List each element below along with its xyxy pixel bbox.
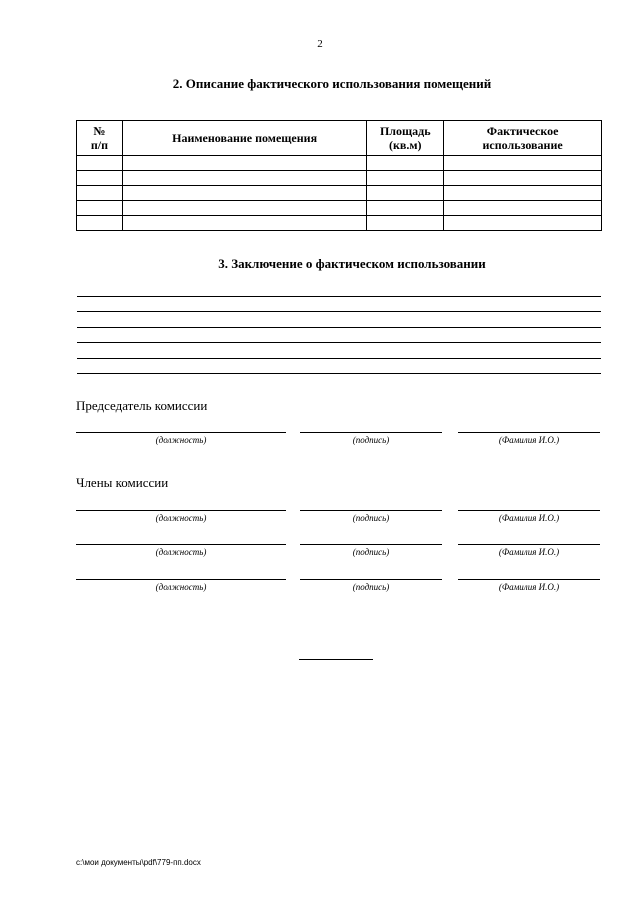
conclusion-blank-line[interactable] — [77, 373, 601, 374]
signature-signature-line[interactable] — [300, 544, 442, 545]
conclusion-blank-line[interactable] — [77, 327, 601, 328]
chairman-label: Председатель комиссии — [76, 398, 208, 413]
signature-caption: (подпись) — [352, 547, 390, 557]
position-signature-line[interactable] — [76, 510, 286, 511]
name-caption: (Фамилия И.О.) — [498, 435, 560, 445]
table-cell[interactable] — [122, 171, 366, 186]
table-cell[interactable] — [444, 171, 602, 186]
table-row — [77, 171, 602, 186]
signature-signature-line[interactable] — [300, 510, 442, 511]
section-2-title: 2. Описание фактического использования помещений — [172, 76, 492, 91]
signature-caption: (подпись) — [352, 435, 390, 445]
premises-usage-table — [76, 120, 602, 231]
conclusion-blank-line[interactable] — [77, 342, 601, 343]
name-signature-line[interactable] — [458, 432, 600, 433]
table-row — [77, 216, 602, 231]
table-cell[interactable] — [122, 156, 366, 171]
page-number: 2 — [317, 38, 323, 50]
table-header-row — [77, 121, 602, 156]
table-cell[interactable] — [444, 201, 602, 216]
table-cell[interactable] — [122, 216, 366, 231]
name-caption: (Фамилия И.О.) — [498, 582, 560, 592]
position-caption: (должность) — [155, 582, 207, 592]
footer-file-path: c:\мои документы\pdf\779-пп.docx — [76, 858, 201, 867]
signature-signature-line[interactable] — [300, 579, 442, 580]
header-premises-name: Наименование помещения — [122, 121, 366, 156]
position-caption: (должность) — [155, 513, 207, 523]
name-signature-line[interactable] — [458, 579, 600, 580]
table-cell[interactable] — [367, 186, 444, 201]
conclusion-blank-line[interactable] — [77, 296, 601, 297]
table-cell[interactable] — [77, 156, 123, 171]
table-cell[interactable] — [77, 201, 123, 216]
table-cell[interactable] — [122, 201, 366, 216]
table-cell[interactable] — [122, 186, 366, 201]
members-label: Члены комиссии — [76, 475, 169, 490]
header-number: № п/п — [77, 121, 123, 156]
table-cell[interactable] — [367, 171, 444, 186]
table-row — [77, 201, 602, 216]
name-caption: (Фамилия И.О.) — [498, 547, 560, 557]
position-signature-line[interactable] — [76, 432, 286, 433]
conclusion-blank-line[interactable] — [77, 311, 601, 312]
header-area: Площадь (кв.м) — [367, 121, 444, 156]
signature-caption: (подпись) — [352, 513, 390, 523]
position-signature-line[interactable] — [76, 544, 286, 545]
signature-caption: (подпись) — [352, 582, 390, 592]
table-cell[interactable] — [367, 156, 444, 171]
conclusion-blank-line[interactable] — [77, 358, 601, 359]
position-signature-line[interactable] — [76, 579, 286, 580]
name-signature-line[interactable] — [458, 544, 600, 545]
table-cell[interactable] — [77, 186, 123, 201]
table-row — [77, 186, 602, 201]
signature-signature-line[interactable] — [300, 432, 442, 433]
table-cell[interactable] — [444, 156, 602, 171]
header-actual-use: Фактическое использование — [444, 121, 602, 156]
table-cell[interactable] — [444, 186, 602, 201]
end-rule — [299, 659, 373, 660]
position-caption: (должность) — [155, 435, 207, 445]
table-cell[interactable] — [367, 201, 444, 216]
section-3-title: 3. Заключение о фактическом использовании — [218, 256, 486, 271]
name-signature-line[interactable] — [458, 510, 600, 511]
table-row — [77, 156, 602, 171]
table-cell[interactable] — [367, 216, 444, 231]
position-caption: (должность) — [155, 547, 207, 557]
table-cell[interactable] — [77, 171, 123, 186]
name-caption: (Фамилия И.О.) — [498, 513, 560, 523]
table-cell[interactable] — [77, 216, 123, 231]
table-cell[interactable] — [444, 216, 602, 231]
